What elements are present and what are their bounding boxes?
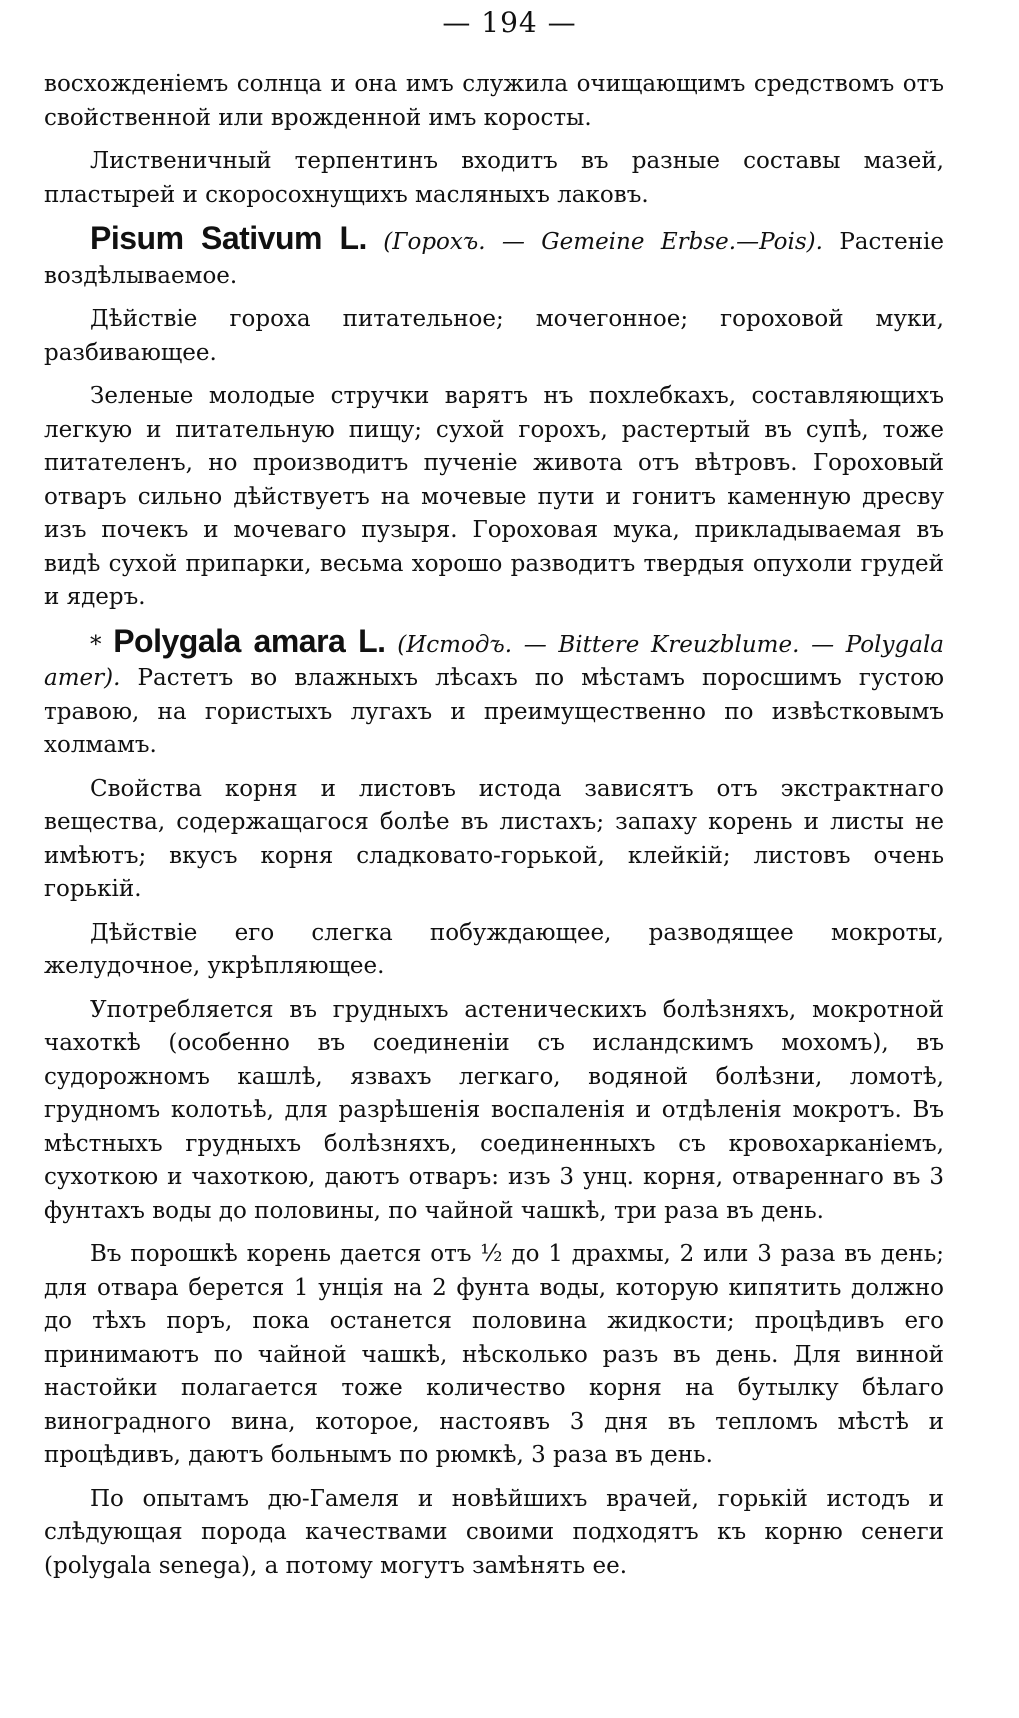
entry-title-polygala: Polygala amara L. bbox=[113, 622, 386, 659]
entry-title-pisum: Pisum Sativum L. bbox=[90, 220, 367, 256]
paragraph-11: По опытамъ дю-Гамеля и новѣйшихъ врачей, горькій истодъ и слѣдующая порода качествами своими подходятъ къ корню сенеги (polygala senega), а потому могутъ замѣнять ее. bbox=[44, 1485, 944, 1579]
entry-synonyms-polygala: (Истодъ. — Bittere Kreuzblume. — Polygala amer). bbox=[44, 631, 945, 691]
entry-description-pisum: Растеніе воздѣлываемое. bbox=[44, 229, 945, 289]
page-number: — 194 — bbox=[442, 6, 577, 39]
paragraph-8: Дѣйствіе его слегка побуждающее, разводящее мокроты, желудочное, укрѣпляющее. bbox=[44, 919, 944, 979]
entry-description-polygala: Растетъ во влажныхъ лѣсахъ по мѣстамъ поросшимъ густою травою, на гористыхъ лугахъ и преимущественно по извѣстковымъ холмамъ. bbox=[44, 665, 944, 758]
paragraph-2: Лиственичный терпентинъ входитъ въ разные составы мазей, пластырей и скоросохнущихъ масляныхъ лаковъ. bbox=[44, 148, 944, 208]
paragraph-5: Зеленые молодые стручки варятъ нъ похлебкахъ, составляющихъ легкую и питательную пищу; сухой горохъ, растертый въ супѣ, тоже питателенъ, но производитъ пученіе живота отъ вѣтровъ. Гороховый отваръ сильно дѣйствуетъ на мочевые пути и гонитъ каменную дресву изъ почекъ и мочеваго пузыря. Гороховая мука, прикладываемая въ видѣ сухой припарки, весьма хорошо разводитъ твердыя опухоли грудей и ядеръ. bbox=[44, 383, 944, 610]
paragraph-9: Употребляется въ грудныхъ астеническихъ болѣзняхъ, мокротной чахоткѣ (особенно въ соединеніи съ исландскимъ мохомъ), въ судорожномъ кашлѣ, язвахъ легкаго, водяной болѣзни, ломотѣ, грудномъ колотьѣ, для разрѣшенія воспаленія и отдѣленія мокротъ. Въ мѣстныхъ грудныхъ болѣзняхъ, соединенныхъ съ кровохарканіемъ, сухоткою и чахоткою, даютъ отваръ: изъ 3 унц. корня, отвареннаго въ 3 фунтахъ воды до половины, по чайной чашкѣ, три раза въ день. bbox=[44, 996, 944, 1224]
paragraph-7: Свойства корня и листовъ истода зависятъ отъ экстрактнаго вещества, содержащагося болѣе въ листахъ; запаху корень и листы не имѣютъ; вкусъ корня сладковато-горькой, клейкій; листовъ очень горькій. bbox=[44, 775, 944, 902]
entry-polygala bbox=[44, 622, 945, 763]
asterisk-mark: * bbox=[90, 631, 102, 658]
paragraph-10: Въ порошкѣ корень дается отъ ½ до 1 драхмы, 2 или 3 раза въ день; для отвара берется 1 унція на 2 фунта воды, которую кипятить должно до тѣхъ поръ, пока останется половина жидкости; процѣдивъ его принимаютъ по чайной чашкѣ, нѣсколько разъ въ день. Для винной настойки полагается тоже количество корня на бутылку бѣлаго виноградного вина, которое, настоявъ 3 дня въ тепломъ мѣстѣ и процѣдивъ, даютъ больнымъ по рюмкѣ, 3 раза въ день. bbox=[44, 1241, 944, 1468]
entry-pisum bbox=[44, 222, 944, 293]
paragraph-1: восхожденіемъ солнца и она имъ служила очищающимъ средствомъ отъ свойственной или врожденной имъ коросты. bbox=[44, 71, 944, 131]
entry-synonyms-pisum: (Горохъ. — Gemeine Erbse.—Pois). bbox=[383, 229, 823, 255]
paragraph-4: Дѣйствіе гороха питательное; мочегонное; гороховой муки, разбивающее. bbox=[44, 306, 944, 366]
page-body bbox=[44, 68, 944, 1593]
